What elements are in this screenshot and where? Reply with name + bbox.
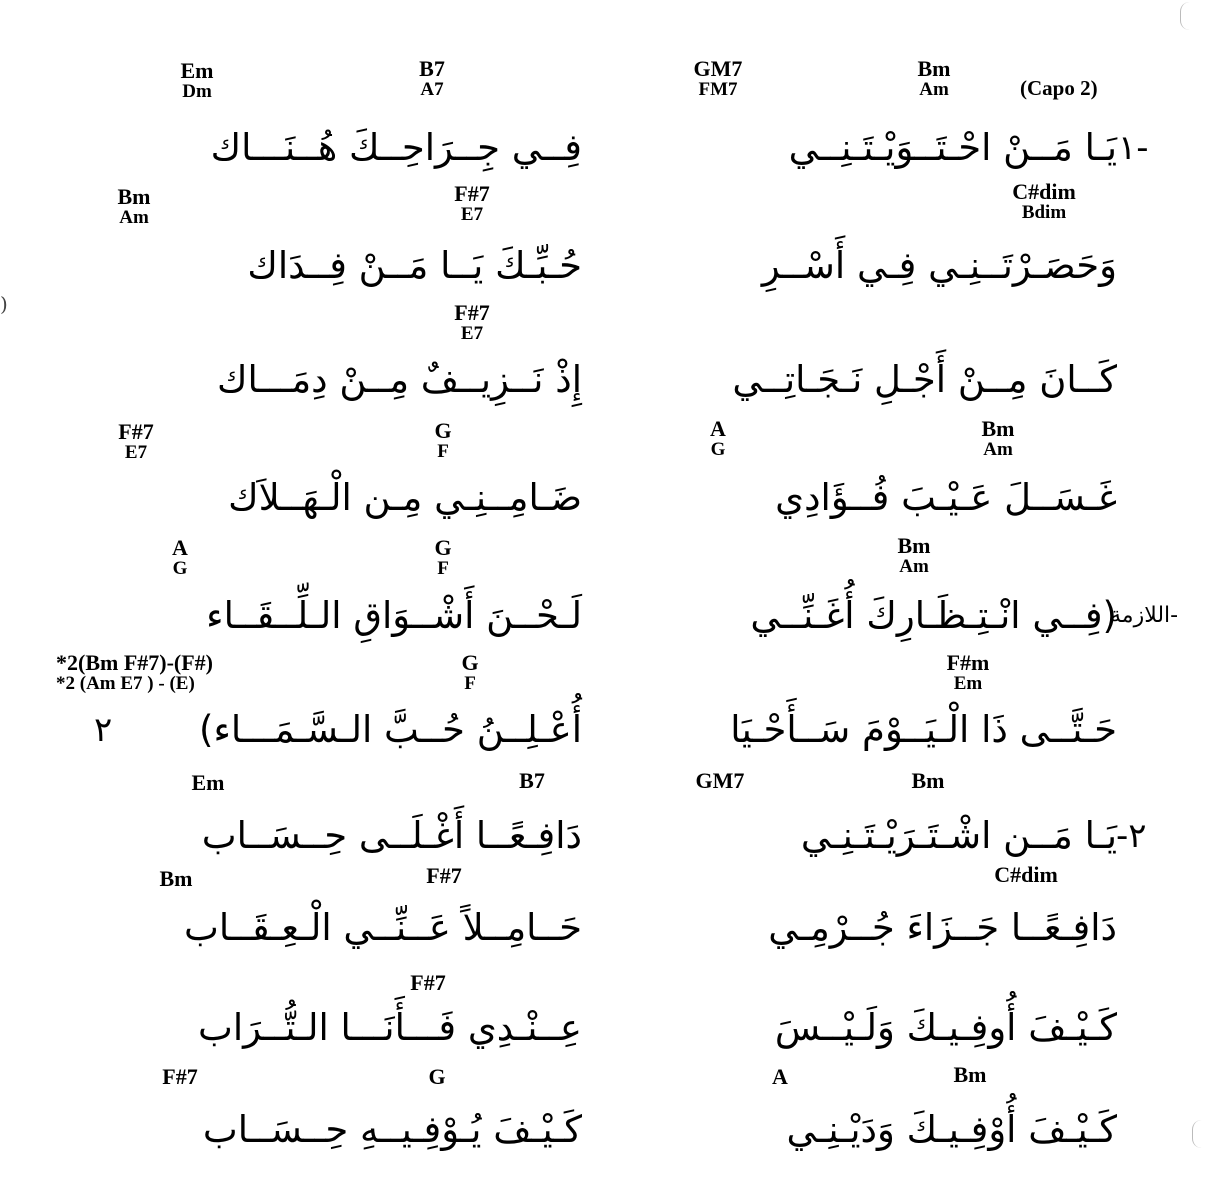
lyric-line: أُعْـلِــنُ حُــبَّ الـسَّـمَـــاء)	[199, 708, 582, 751]
chord-name: B7	[419, 56, 445, 81]
chord-alt-name: E7	[460, 323, 484, 344]
chord	[56, 652, 213, 694]
chord-alt-name: A7	[420, 79, 444, 100]
chord	[947, 652, 990, 694]
chord	[461, 652, 478, 694]
chord-name: C#dim	[994, 862, 1058, 887]
chord	[434, 537, 451, 579]
scan-edge-mark: )	[0, 292, 8, 316]
lyric-line: عِــنْـدِي فَـــأَنَـــا الـتُّــرَاب	[197, 1006, 582, 1049]
chord-name: B7	[519, 768, 545, 793]
chord-name: *2(Bm F#7)-(F#)	[56, 650, 214, 675]
chord-alt-name: Bdim	[1021, 202, 1067, 223]
chord-name: G	[428, 1064, 446, 1089]
chord	[410, 972, 445, 994]
chord	[994, 864, 1058, 886]
lyric-line: فِــي جِــرَاحِــكَ هُــنَـــاك	[210, 126, 582, 169]
chord-alt-name: E7	[124, 442, 148, 463]
lyric-line: يَـا مَــن اشْـتَـرَيْـتَـنِـي	[800, 814, 1117, 857]
lyric-line: حَــامِــلاً عَــنِّــي الْـعِـقَــاب	[184, 906, 582, 949]
chord-name: Bm	[897, 533, 931, 558]
chord-name: Bm	[917, 56, 951, 81]
chord	[772, 1066, 788, 1088]
chord	[954, 1064, 987, 1086]
chord-name: GM7	[693, 56, 743, 81]
chord-name: GM7	[695, 768, 745, 793]
chord	[918, 58, 951, 100]
chord	[428, 1066, 445, 1088]
chord-name: F#7	[118, 419, 154, 444]
chord-name: F#7	[162, 1064, 198, 1089]
chord-name: Bm	[911, 768, 945, 793]
lyric-line: كَـيْـفَ أُوفِـيـكَ وَلَـيْــسَ	[774, 1006, 1117, 1049]
lyric-line: حَـتَّــى ذَا الْـيَــوْمَ سَــأَحْـيَا	[730, 708, 1117, 751]
chord-name: C#dim	[1012, 179, 1076, 204]
lyric-line: لَـحْــنَ أَشْــوَاقِ الـلِّــقَــاء	[206, 594, 582, 637]
chord-name: G	[434, 535, 452, 560]
chord-alt-name: Am	[983, 439, 1013, 460]
scan-corner-mark	[1180, 2, 1199, 30]
chord-name: F#7	[426, 863, 462, 888]
chord-alt-name: E7	[460, 204, 484, 225]
chord	[192, 772, 225, 794]
chord	[912, 770, 945, 792]
chord-name: G	[434, 418, 452, 443]
chord-alt-name: Am	[919, 79, 949, 100]
chord	[118, 421, 153, 463]
chord	[982, 418, 1015, 460]
chord-name: Bm	[981, 416, 1015, 441]
chord-alt-name: F	[437, 441, 449, 462]
chord-name: Em	[191, 770, 225, 795]
chord	[696, 770, 745, 792]
chord	[160, 868, 193, 890]
verse-number: ١-	[1118, 128, 1149, 168]
chord-alt-name: Em	[953, 673, 983, 694]
lyric-line: كَـيْـفَ يُـوْفِـيــهِ حِــسَــاب	[202, 1108, 582, 1151]
chord-name: A	[710, 416, 726, 441]
chord	[118, 186, 151, 228]
chord-name: G	[461, 650, 479, 675]
chord	[172, 537, 188, 579]
lyric-line: (فِــي انْـتِـظَـارِكَ أُغَـنِّــي	[750, 594, 1117, 637]
lyric-line: ضَـامِــنِـي مِـن الْـهَــلاَك	[228, 476, 582, 519]
repeat-count: ٢	[94, 710, 113, 750]
lyric-line: إِذْ نَــزِيــفٌ مِــنْ دِمَـــاك	[217, 358, 582, 401]
chord-name: A	[772, 1064, 788, 1089]
chord-alt-name: Dm	[182, 81, 212, 102]
chord	[162, 1066, 197, 1088]
lyric-line: دَافِـعًــا أَغْـلَــى حِــسَــاب	[201, 814, 582, 857]
lyric-line: كَــانَ مِــنْ أَجْـلِ نَـجَـاتِــي	[732, 358, 1117, 401]
chord-name: F#7	[454, 300, 490, 325]
chord-name: F#7	[410, 970, 446, 995]
verse-number: -٢	[1116, 816, 1147, 856]
chord-name: Bm	[117, 184, 151, 209]
chord-alt-name: F	[464, 673, 476, 694]
chord	[694, 58, 743, 100]
chord-alt-name: G	[710, 439, 726, 460]
lyric-line: غَـسَــلَ عَـيْـبَ فُــؤَادِي	[775, 476, 1117, 519]
chord-alt-name: Am	[899, 556, 929, 577]
chord	[898, 535, 931, 577]
chord-alt-name: FM7	[698, 79, 738, 100]
chorus-marker: اللازمة-	[1110, 603, 1179, 628]
scan-corner-mark	[1192, 1120, 1211, 1148]
chord-name: Bm	[953, 1062, 987, 1087]
lyric-line: دَافِـعًــا جَــزَاءَ جُــرْمِـي	[768, 906, 1117, 949]
chord-name: Em	[180, 58, 214, 83]
chord	[1012, 181, 1076, 223]
chord	[454, 183, 489, 225]
chord-alt-name: F	[437, 558, 449, 579]
capo-note: (Capo 2)	[1020, 76, 1098, 100]
lyric-line: كَـيْـفَ أُوْفِـيـكَ وَدَيْـنِـي	[786, 1108, 1117, 1151]
chord	[419, 58, 445, 100]
chord-alt-name: G	[172, 558, 188, 579]
chord-name: A	[172, 535, 188, 560]
chord	[426, 865, 461, 887]
chord-name: F#m	[946, 650, 990, 675]
chord-name: F#7	[454, 181, 490, 206]
chord	[454, 302, 489, 344]
chord-alt-name: Am	[119, 207, 149, 228]
chord	[519, 770, 545, 792]
lyric-line: حُـبِّـكَ يَــا مَــنْ فِــدَاك	[247, 244, 582, 287]
chord-alt-name: *2 (Am E7 ) - (E)	[56, 673, 195, 694]
lyric-line: وَحَصَـرْتَــنِـي فِـي أَسْــرِ	[761, 244, 1117, 287]
chord	[181, 60, 214, 102]
chord	[434, 420, 451, 462]
lyric-line: يَـا مَــنْ احْـتَــوَيْـتَـنِــي	[788, 126, 1117, 169]
chord-name: Bm	[159, 866, 193, 891]
chord	[710, 418, 726, 460]
